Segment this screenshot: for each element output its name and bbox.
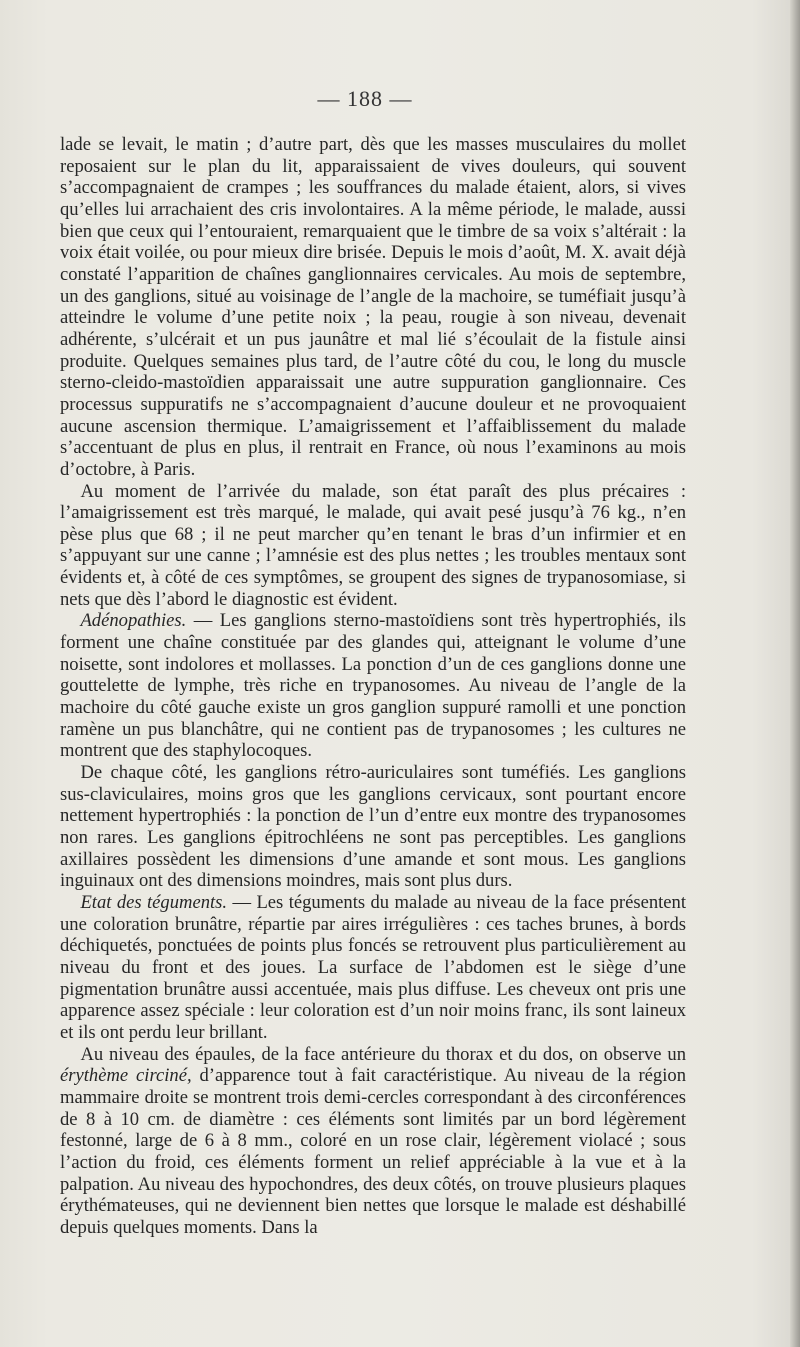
paragraph-text: — Les ganglions sterno-mastoïdiens sont très hypertrophiés, ils forment une chaîne constituée par des glandes qui, atteignant le volume d’une noisette, sont indolores et mollasses. La ponction d’un de ces ganglions donne une gouttelette de lymphe, très riche en trypanosomes. Au niveau de l’angle de la machoire du côté gauche existe un gros ganglion suppuré ramolli et une ponction ramène un pus blanchâtre, qui ne contient pas de trypanosomes ; les cultures ne montrent que des staphylocoques.: [60, 610, 686, 762]
paragraph-2: [60, 481, 686, 611]
italic-term: érythème circiné,: [60, 1065, 192, 1087]
paragraph-text: Au niveau des épaules, de la face antérieure du thorax et du dos, on observe un: [80, 1043, 686, 1065]
section-heading: Adénopathies.: [80, 610, 187, 632]
page-number: — 188 —: [317, 86, 413, 111]
page-edge-shadow: [790, 0, 800, 1347]
paragraph-text: — Les téguments du malade au niveau de la face présentent une coloration brunâtre, répartie par aires irrégulières : ces taches brunes, à bords déchiquetés, ponctuées de points plus foncés se retrouvent plus particulièrement au niveau du front et des joues. La surface de l’abdomen est le siège d’une pigmentation brunâtre aussi accentuée, mais plus diffuse. Les cheveux ont pris une apparence assez spéciale : leur coloration est d’un noir moins franc, ils sont laineux et ils ont perdu leur brillant.: [60, 891, 687, 1043]
paragraph-text: d’apparence tout à fait caractéristique. Au niveau de la région mammaire droite se montrent trois demi-cercles correspondant à des circonférences de 8 à 10 cm. de diamètre : ces éléments sont limités par un bord légèrement festonné, large de 6 à 8 mm., coloré en un rose clair, légèrement violacé ; sous l’action du froid, ces éléments forment un relief appréciable à la vue et à la palpation. Au niveau des hypochondres, des deux côtés, on trouve plusieurs plaques érythémateuses, qui ne deviennent bien nettes que lorsque le malade est déshabillé depuis quelques moments. Dans la: [60, 1065, 686, 1238]
paragraph-4: [60, 762, 686, 892]
paragraph-text: De chaque côté, les ganglions rétro-auriculaires sont tuméfiés. Les ganglions sus-claviculaires, moins gros que les ganglions cervicaux, sont pourtant encore nettement hypertrophiés : la ponction de l’un d’entre eux montre des trypanosomes non rares. Les ganglions épitrochléens ne sont pas perceptibles. Les ganglions axillaires possèdent les dimensions d’une amande et sont mous. Les ganglions inguinaux ont des dimensions moindres, mais sont plus durs.: [60, 762, 686, 892]
paragraph-text: Au moment de l’arrivée du malade, son état paraît des plus précaires : l’amaigrissement est très marqué, le malade, qui avait pesé jusqu’à 76 kg., n’en pèse plus que 68 ; il ne peut marcher qu’en tenant le bras d’un infirmier et en s’appuyant sur une canne ; l’amnésie est des plus nettes ; les troubles mentaux sont évidents et, à côté de ces symptômes, se groupent des signes de trypanosomiase, si nets que dès l’abord le diagnostic est évident.: [60, 480, 686, 610]
paragraph-teguments: [60, 892, 686, 1044]
paragraph-1: [60, 134, 686, 481]
paragraph-text: lade se levait, le matin ; d’autre part, dès que les masses musculaires du mollet reposaient sur le plan du lit, apparaissaient de vives douleurs, qui souvent s’accompagnaient de crampes ; les souffrances du malade étaient, alors, si vives qu’elles lui arrachaient des cris involontaires. A la même période, le malade, aussi bien que ceux qui l’entouraient, remarquaient que le timbre de sa voix s’altérait : la voix était voilée, ou pour mieux dire brisée. Depuis le mois d’août, M. X. avait déjà constaté l’apparition de chaînes ganglionnaires cervicales. Au mois de septembre, un des ganglions, situé au voisinage de l’angle de la machoire, se tuméfiait jusqu’à atteindre le volume d’une petite noix ; la peau, rougie à son niveau, devenait adhérente, s’ulcérait et un pus jaunâtre et mal lié s’écoulait de la fistule ainsi produite. Quelques semaines plus tard, de l’autre côté du cou, le long du muscle sterno-cleido-mastoïdien apparaissait une autre suppuration ganglionnaire. Ces processus suppuratifs ne s’accompagnaient d’aucune douleur et ne provoquaient aucune ascension thermique. L’amaigrissement et l’affaiblissement du malade s’accentuant de plus en plus, il rentrait en France, où nous l’examinons au mois d’octobre, à Paris.: [60, 134, 686, 480]
section-heading: Etat des téguments.: [80, 891, 228, 913]
paragraph-adenopathies: [60, 610, 686, 762]
paragraph-6: [60, 1044, 686, 1239]
page-body: [60, 134, 686, 1238]
